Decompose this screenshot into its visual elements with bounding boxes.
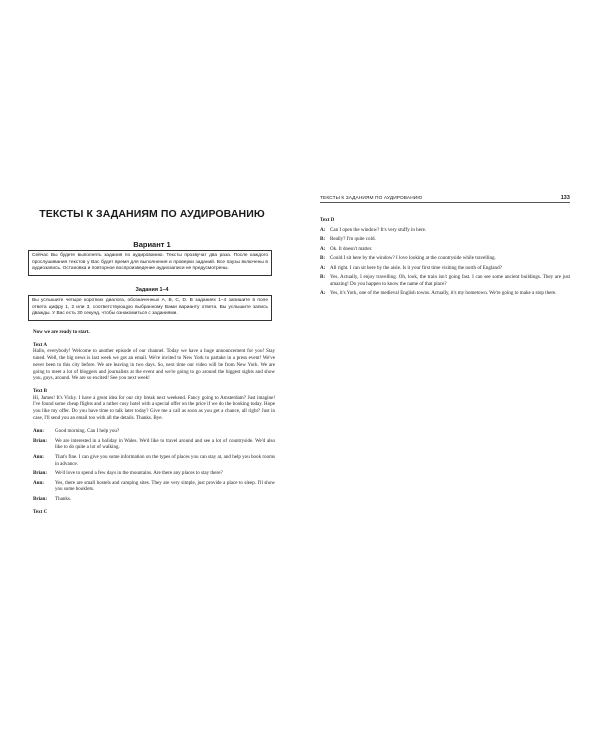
speaker-name: Ann:	[33, 453, 44, 460]
dialogue-text: That's fine. I can give you some information on the types of places you can stay at, and help you book rooms in advance.	[55, 453, 275, 467]
speaker-name: B:	[320, 255, 326, 261]
dialogue-text: All right. I can sit here by the aisle. Is it your first time visiting the north of England?	[330, 264, 502, 271]
tasks-heading: Задания 1–4	[135, 287, 169, 293]
dialogue-text: Yes, there are small hostels and camping sites. They are very simple, just provide a place to sleep. I'll show you some booklets.	[55, 479, 275, 493]
dialogue-line	[33, 438, 275, 451]
dialogue-text: We'd love to spend a few days in the mountains. Are there any places to stay there?	[55, 470, 223, 477]
page-number: 133	[560, 195, 570, 201]
dialogue-text: We are interested in a holiday in Wales. We'd like to travel around and see a lot of countryside. We'd also like to do quite a lot of walking.	[55, 437, 275, 451]
text-d-label: Text D	[320, 217, 335, 223]
text-c-label: Text C	[33, 508, 48, 515]
dialogue-line	[320, 290, 570, 297]
running-head	[320, 195, 570, 203]
dialogue-line	[320, 255, 570, 262]
text-b-body: Hi, James! It's Vicky. I have a great idea for our city break next weekend. Fancy going to Amsterdam? Just imagine! I've found some cheap flights and a rather cosy hotel with a special offer on the price if we do the booking today. Hope you like my offer. Do you have time to talk later today? Give me a call as soon as you get a chance, all right? Just in case, I'll send you an email too with all the details. Thanks. Bye.	[33, 394, 275, 421]
speaker-name: B:	[320, 274, 326, 280]
dialogue-line	[320, 274, 570, 287]
ready-line: Now we are ready to start.	[33, 329, 90, 335]
speaker-name: Brian:	[33, 437, 48, 444]
dialogue-text: Can I open the window? It's very stuffy in here.	[330, 226, 427, 233]
dialogue-line	[320, 246, 570, 253]
dialogue-line	[33, 454, 275, 467]
dialogue-text: Yes, it's York, one of the medieval English towns. Actually, it's my hometown. We're going to make a stop there.	[330, 290, 557, 297]
dialogue-line	[320, 236, 570, 243]
dialogue-text: Thanks.	[55, 495, 72, 502]
listening-texts-right	[320, 211, 570, 297]
variant-heading: Вариант 1	[133, 240, 171, 249]
speaker-name: A:	[320, 290, 326, 297]
dialogue-line	[33, 470, 275, 477]
speaker-name: B:	[320, 236, 326, 242]
speaker-name: Ann:	[33, 479, 44, 486]
dialogue-text: Good morning. Can I help you?	[55, 428, 120, 435]
speaker-name: A:	[320, 245, 326, 252]
running-head-title: ТЕКСТЫ К ЗАДАНИЯМ ПО АУДИРОВАНИЮ	[320, 196, 423, 201]
dialogue-text: Ok. It doesn't matter.	[330, 245, 373, 252]
text-a-label: Text A	[33, 341, 47, 348]
dialogue-line	[33, 480, 275, 493]
text-a-body: Hallo, everybody! Welcome to another episode of our channel. Today we have a huge announcement for you! Stay tuned. Well, the big news is last week we got an email. We're invited to New York to partake in a press event! We've never been to this city before. We are leaving in two days. So, next time our video will be from New York. We are going to meet a lot of bloggers and journalists at the event and we're going to go around the biggest sights and show you, guys, around. We are so excited! See you next week!	[33, 348, 275, 382]
dialogue-line	[33, 428, 275, 435]
tasks-instructions-box: Вы услышите четыре коротких диалога, обозначенных A, B, C, D. В заданиях 1–4 запишите в поле ответа цифру 1, 2 или 3, соответствующую выбранному Вами варианту ответа. Вы услышите запись дважды. У Вас есть 30 секунд, чтобы ознакомиться с заданиями.	[28, 295, 272, 321]
speaker-name: Brian:	[33, 470, 48, 477]
speaker-name: A:	[320, 264, 326, 271]
dialogue-text: Could I sit here by the window? I love looking at the countryside while travelling.	[330, 255, 496, 261]
intro-instructions-box: Сейчас Вы будете выполнять задания по аудированию. Тексты прозвучат два раза. После каждого прослушивания текстов у Вас будет время для выполнения и проверки заданий. Все паузы включены в аудиозапись. Остановка и повторное воспроизведение аудиозаписи не предусмотрены.	[28, 250, 272, 276]
dialogue-line	[320, 227, 570, 234]
dialogue-line	[33, 496, 275, 503]
dialogue-line	[320, 265, 570, 272]
speaker-name: Brian:	[33, 495, 48, 502]
text-b-label: Text B	[33, 387, 47, 394]
page-title: ТЕКСТЫ К ЗАДАНИЯМ ПО АУДИРОВАНИЮ	[39, 208, 265, 220]
dialogue-text: Yes. Actually, I enjoy travelling. Oh, look, the train isn't going fast. I can see some ancient buildings. They are just amazing! Do you happen to know the name of that place?	[330, 274, 570, 287]
listening-texts-left	[33, 329, 275, 515]
right-page	[300, 0, 600, 750]
speaker-name: A:	[320, 226, 326, 233]
dialogue-text: Really? I'm quite cold.	[330, 236, 376, 242]
speaker-name: Ann:	[33, 428, 44, 435]
